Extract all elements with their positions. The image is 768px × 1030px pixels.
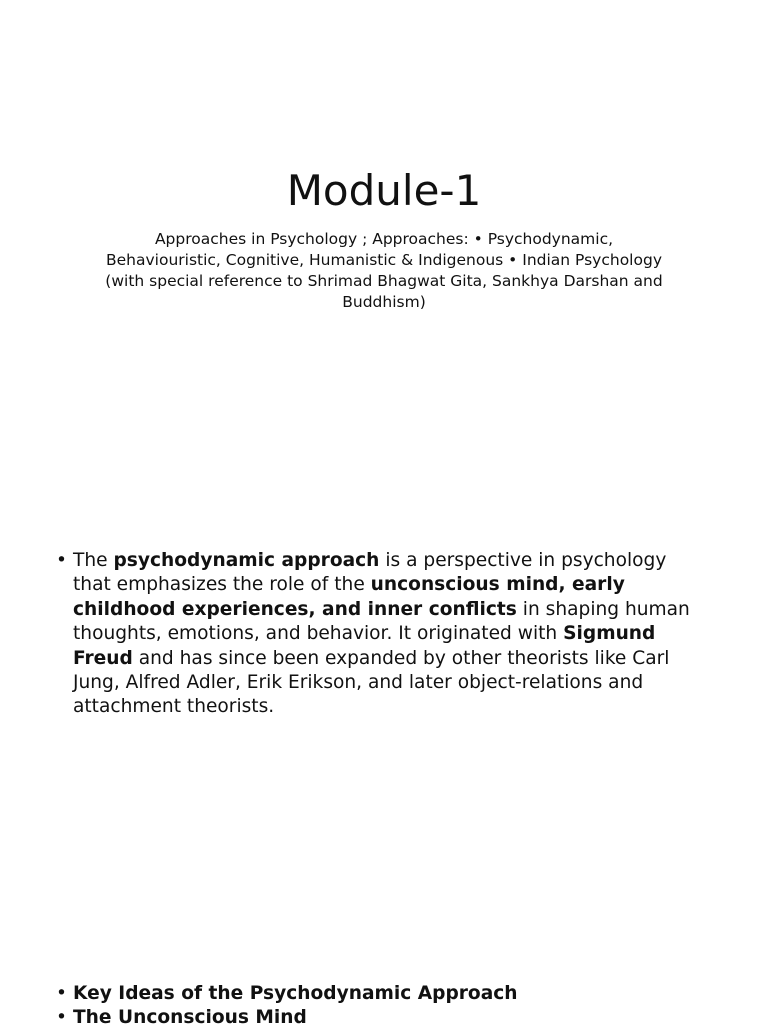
page-subtitle: Approaches in Psychology ; Approaches: • Psychodynamic, Behaviouristic, Cognitive, Humanistic & Indigenous • Indian Psychology (with special reference to Shrimad Bhagwat Gita, Sankhya Darshan and Buddhism)	[105, 230, 663, 311]
heading-key-ideas-text: Key Ideas of the Psychodynamic Approach	[73, 983, 518, 1004]
bold-term-unconscious-mind: unconscious mind, early childhood experiences, and inner conflicts	[73, 574, 625, 620]
heading-key-ideas	[56, 982, 704, 1006]
bullet-icon: •	[56, 1007, 67, 1028]
text-run: The	[73, 550, 114, 571]
bullet-icon: •	[56, 983, 67, 1004]
heading-unconscious-mind	[56, 1006, 704, 1030]
paragraph-text	[73, 549, 704, 720]
text-run: is a perspective in psychology that emphasizes the role of the	[73, 550, 667, 596]
heading-unconscious-mind-text: The Unconscious Mind	[73, 1007, 307, 1028]
text-run: in shaping human thoughts, emotions, and behavior. It originated with	[73, 598, 690, 645]
bold-term-sigmund-freud: Sigmund Freud	[73, 623, 656, 669]
paragraph-psychodynamic-intro	[56, 549, 704, 720]
text-run: and has since been expanded by other theorists like Carl Jung, Alfred Adler, Erik Erikson, and later object-relations and attachment theorists.	[73, 647, 670, 718]
page-title: Module-1	[286, 166, 482, 215]
bullet-icon: •	[56, 550, 67, 571]
bold-term-psychodynamic-approach: psychodynamic approach	[113, 550, 380, 571]
